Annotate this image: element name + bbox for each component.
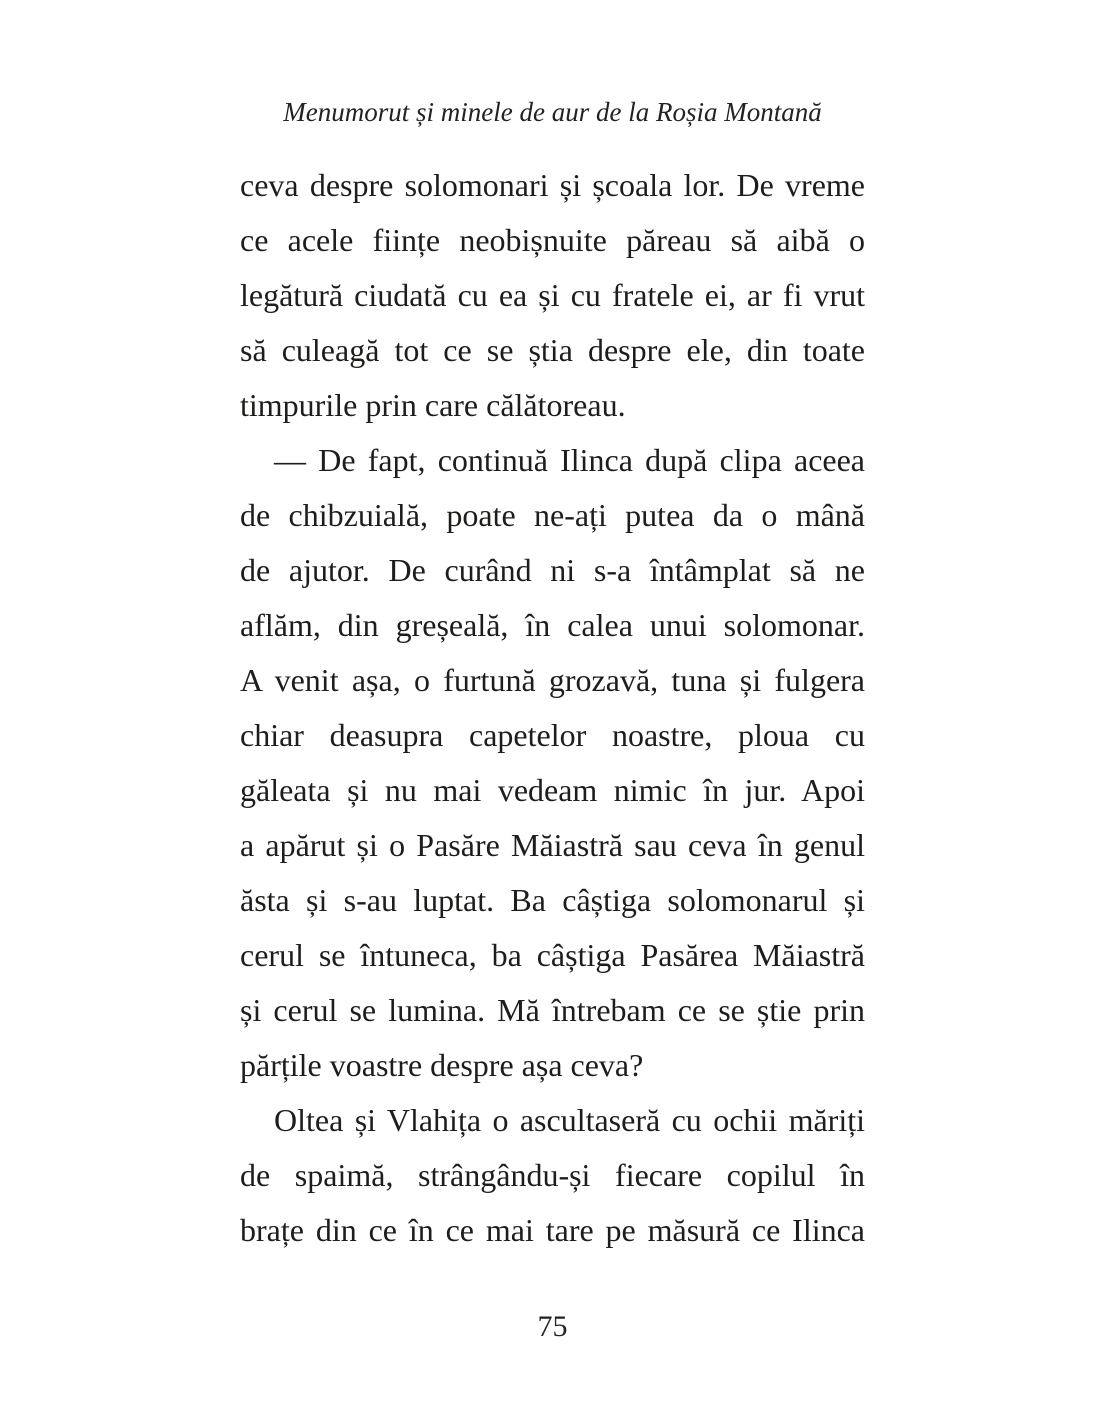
text-line: să culeagă tot ce se știa despre ele, din toate — [240, 332, 865, 368]
text-line: ce acele ființe neobișnuite păreau să aibă o — [240, 222, 865, 258]
text-line: a apărut și o Pasăre Măiastră sau ceva în genul — [240, 827, 865, 863]
text-line: aflăm, din greșeală, în calea unui solomonar. — [240, 607, 865, 643]
text-line: părțile voastre despre așa ceva? — [240, 1047, 644, 1083]
body-text — [240, 158, 865, 1258]
text-line: chiar deasupra capetelor noastre, ploua cu — [240, 717, 865, 753]
running-header: Menumorut și minele de aur de la Roșia Montană — [283, 97, 822, 127]
text-line: găleata și nu mai vedeam nimic în jur. Apoi — [240, 772, 865, 808]
text-line: timpurile prin care călătoreau. — [240, 387, 626, 423]
text-line: și cerul se lumina. Mă întrebam ce se știe prin — [240, 992, 865, 1028]
text-line: ăsta și s-au luptat. Ba câștiga solomonarul și — [240, 882, 865, 918]
text-line: ceva despre solomonari și școala lor. De vreme — [240, 167, 865, 203]
text-line: de ajutor. De curând ni s-a întâmplat să ne — [240, 552, 865, 588]
text-line: Oltea și Vlahița o ascultaseră cu ochii măriți — [274, 1102, 865, 1138]
text-line: legătură ciudată cu ea și cu fratele ei, ar fi vrut — [240, 277, 865, 313]
page-number: 75 — [537, 1310, 568, 1343]
text-line: — De fapt, continuă Ilinca după clipa aceea — [274, 442, 865, 478]
text-line: A venit așa, o furtună grozavă, tuna și fulgera — [240, 662, 865, 698]
text-line: de spaimă, strângându-și fiecare copilul în — [240, 1157, 865, 1193]
text-line: de chibzuială, poate ne-ați putea da o mână — [240, 497, 865, 533]
text-line: cerul se întuneca, ba câștiga Pasărea Măiastră — [240, 937, 865, 973]
text-line: brațe din ce în ce mai tare pe măsură ce Ilinca — [240, 1212, 865, 1248]
